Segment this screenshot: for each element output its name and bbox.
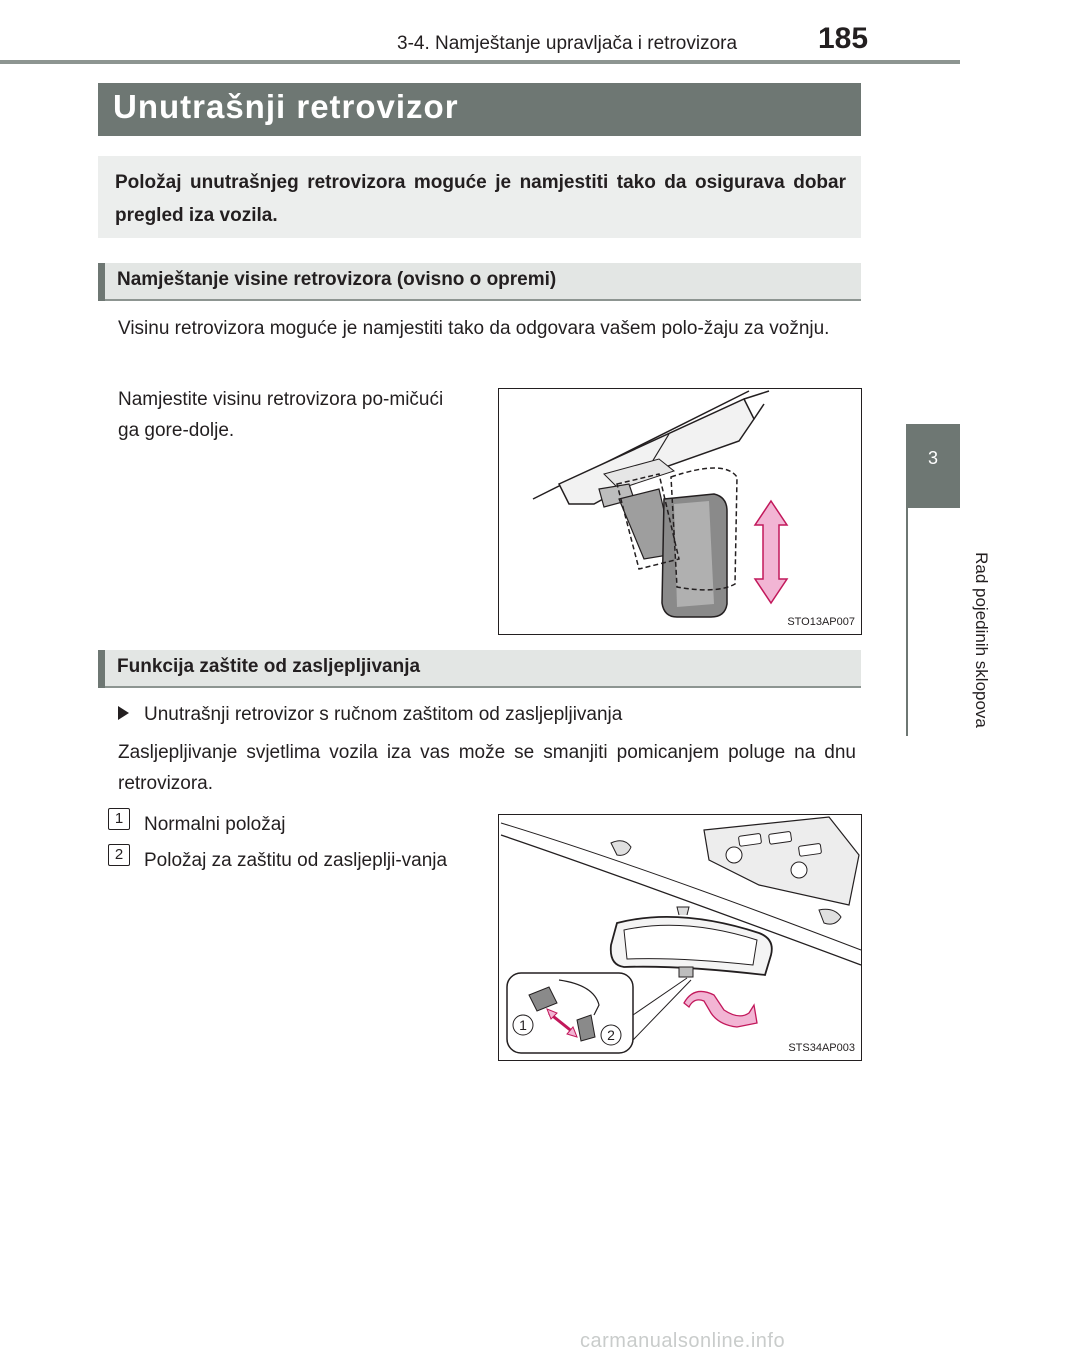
- height-paragraph-2: Namjestite visinu retrovizora po-mičući ga gore-dolje.: [118, 389, 444, 441]
- item-number-2: 2: [108, 844, 130, 866]
- figure-code-height: STO13AP007: [787, 616, 855, 628]
- page-title: Unutrašnji retrovizor: [113, 88, 459, 125]
- inset-label-2: 2: [607, 1027, 615, 1043]
- antiglare-illustration: [499, 815, 861, 1060]
- height-paragraph-1: Visinu retrovizora moguće je namjestiti tako da odgovara vašem polo-žaju za vožnju.: [118, 318, 830, 339]
- bullet-triangle-icon: [118, 706, 129, 720]
- item-label-1: Normalni položaj: [144, 814, 286, 835]
- header-divider: [0, 60, 960, 64]
- antiglare-paragraph: Zasljepljivanje svjetlima vozila iza vas može se smanjiti pomicanjem poluge na dnu retrovizora.: [118, 742, 856, 794]
- chapter-tab-rule: [906, 508, 908, 736]
- item-label-2: Položaj za zaštitu od zasljeplji-vanja: [144, 850, 448, 871]
- mirror-height-illustration: [499, 389, 861, 634]
- subheading-height-adjust: Namještanje visine retrovizora (ovisno o opremi): [117, 269, 557, 290]
- figure-mirror-height: [498, 388, 862, 635]
- inset-label-1: 1: [519, 1017, 527, 1033]
- item-number-1: 1: [108, 808, 130, 830]
- page-number: 185: [818, 22, 869, 55]
- figure-code-antiglare: STS34AP003: [788, 1042, 855, 1054]
- section-title: 3-4. Namještanje upravljača i retrovizora: [397, 33, 738, 54]
- chapter-number: 3: [927, 448, 938, 468]
- chapter-title: Rad pojedinih sklopova: [971, 552, 991, 728]
- antiglare-bullet: Unutrašnji retrovizor s ručnom zaštitom od zasljepljivanja: [144, 704, 623, 725]
- subheading-marker: [98, 650, 105, 688]
- subheading-marker: [98, 263, 105, 301]
- figure-antiglare-lever: [498, 814, 862, 1061]
- watermark: carmanualsonline.info: [580, 1330, 786, 1352]
- intro-text: Položaj unutrašnjeg retrovizora moguće je namjestiti tako da osigurava dobar pregled iza vozila.: [115, 172, 846, 226]
- subheading-antiglare: Funkcija zaštite od zasljepljivanja: [117, 656, 421, 677]
- chapter-title-vertical: [893, 552, 991, 728]
